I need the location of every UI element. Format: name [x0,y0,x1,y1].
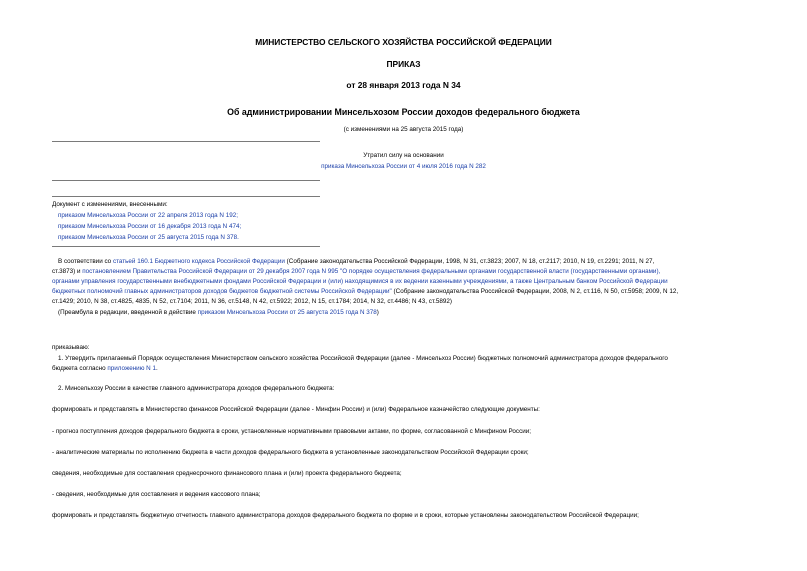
expired-link[interactable]: приказа Минсельхоза России от 4 июля 2016 года N 282 [321,163,486,170]
paragraph-1: 1. Утвердить прилагаемый Порядок осуществления Министерством сельского хозяйства Российской Федерации (далее - Минсельхоз России) бюджетных полномочий администратора доходов федерального [58,355,668,362]
doc-type-heading: ПРИКАЗ [386,59,421,69]
expired-note: Утратил силу на основании [363,152,444,159]
preamble-text: (Собрание законодательства Российской Федерации, 2008, N 2, ст.116, N 50, ст.5958; 2009, N 12, [391,288,679,295]
paragraph-text: . [155,365,158,372]
government-decree-link[interactable]: органами управления государственными внебюджетными фондами Российской Федерации и (или) находящимися в их ведении казенными учреждениями, а также Центральным банком Российской Федерации [52,278,668,285]
government-decree-link[interactable]: постановлением Правительства Российской Федерации от 29 декабря 2007 года N 995 "О порядке осуществления федеральными органами государственной власти (государственными органами), [82,268,661,275]
amendment-link[interactable]: приказом Минсельхоза России от 25 августа 2015 года N 378 [197,309,377,316]
divider [52,180,320,181]
change-link[interactable]: приказом Минсельхоза России от 25 августа 2015 года N 378. [58,234,239,241]
paragraph-1-cont [52,364,158,374]
paragraph-4: - прогноз поступления доходов федерального бюджета в сроки, установленные нормативными правовыми актами, по форме, согласованной с Минфином России; [52,428,531,435]
paragraph-text: бюджета согласно [52,365,108,372]
paragraph-7: - сведения, необходимые для составления и ведения кассового плана; [52,491,261,498]
preamble-text: ) [376,309,379,316]
budget-code-link[interactable]: статьей 160.1 Бюджетного кодекса Российской Федерации [112,258,285,265]
amended-note: (с изменениями на 25 августа 2015 года) [343,126,464,133]
preamble-text: ст.3873) и [52,268,83,275]
preamble-text: (Преамбула в редакции, введенной в действие [58,309,198,316]
date-number-heading: от 28 января 2013 года N 34 [346,80,461,90]
divider [52,141,320,142]
change-link[interactable]: приказом Минсельхоза России от 16 декабря 2013 года N 474; [58,223,242,230]
paragraph-3: формировать и представлять в Министерство финансов Российской Федерации (далее - Минфин России) и (или) Федеральное казначейство следующие документы: [52,406,540,413]
paragraph-2: 2. Минсельхозу России в качестве главного администратора доходов федерального бюджета: [58,385,335,392]
changes-intro: Документ с изменениями, внесенными: [52,201,168,208]
preamble-line [52,267,660,277]
government-decree-link[interactable]: бюджетных полномочий главных администраторов доходов бюджетов бюджетной системы Российской Федерации" [52,288,392,295]
preamble-text: (Собрание законодательства Российской Федерации, 1998, N 31, ст.3823; 2007, N 18, ст.2117; 2010, N 19, ст.2291; 2011, N 27, [284,258,655,265]
paragraph-6: сведения, необходимые для составления среднесрочного финансового плана и (или) проекта федерального бюджета; [52,470,402,477]
preamble-text: В соответствии со [58,258,113,265]
preamble-line [52,287,678,297]
document-title: Об администрировании Минсельхозом России доходов федерального бюджета [227,107,580,117]
preamble-line [58,257,654,267]
orders-text: приказываю: [52,344,90,351]
paragraph-8: формировать и представлять бюджетную отчетность главного администратора доходов федерального бюджета по форме и в сроки, которые установлены законодательством Российской Федерации; [52,512,639,519]
change-link[interactable]: приказом Минсельхоза России от 22 апреля 2013 года N 192; [58,212,238,219]
preamble-line: ст.1429; 2010, N 38, ст.4825, 4835, N 52, ст.7104; 2011, N 36, ст.5148, N 42, ст.5922; 2012, N 15, ст.1784; 2014, N 32, ст.4486; N 43, ст.5892) [52,298,452,305]
divider [52,196,320,197]
ministry-heading: МИНИСТЕРСТВО СЕЛЬСКОГО ХОЗЯЙСТВА РОССИЙСКОЙ ФЕДЕРАЦИИ [255,37,552,47]
preamble-note [58,308,379,318]
divider [52,246,320,247]
appendix-link[interactable]: приложению N 1 [107,365,156,372]
paragraph-5: - аналитические материалы по исполнению бюджета в части доходов федерального бюджета в установленные законодательством Российской Федерации сроки; [52,449,529,456]
